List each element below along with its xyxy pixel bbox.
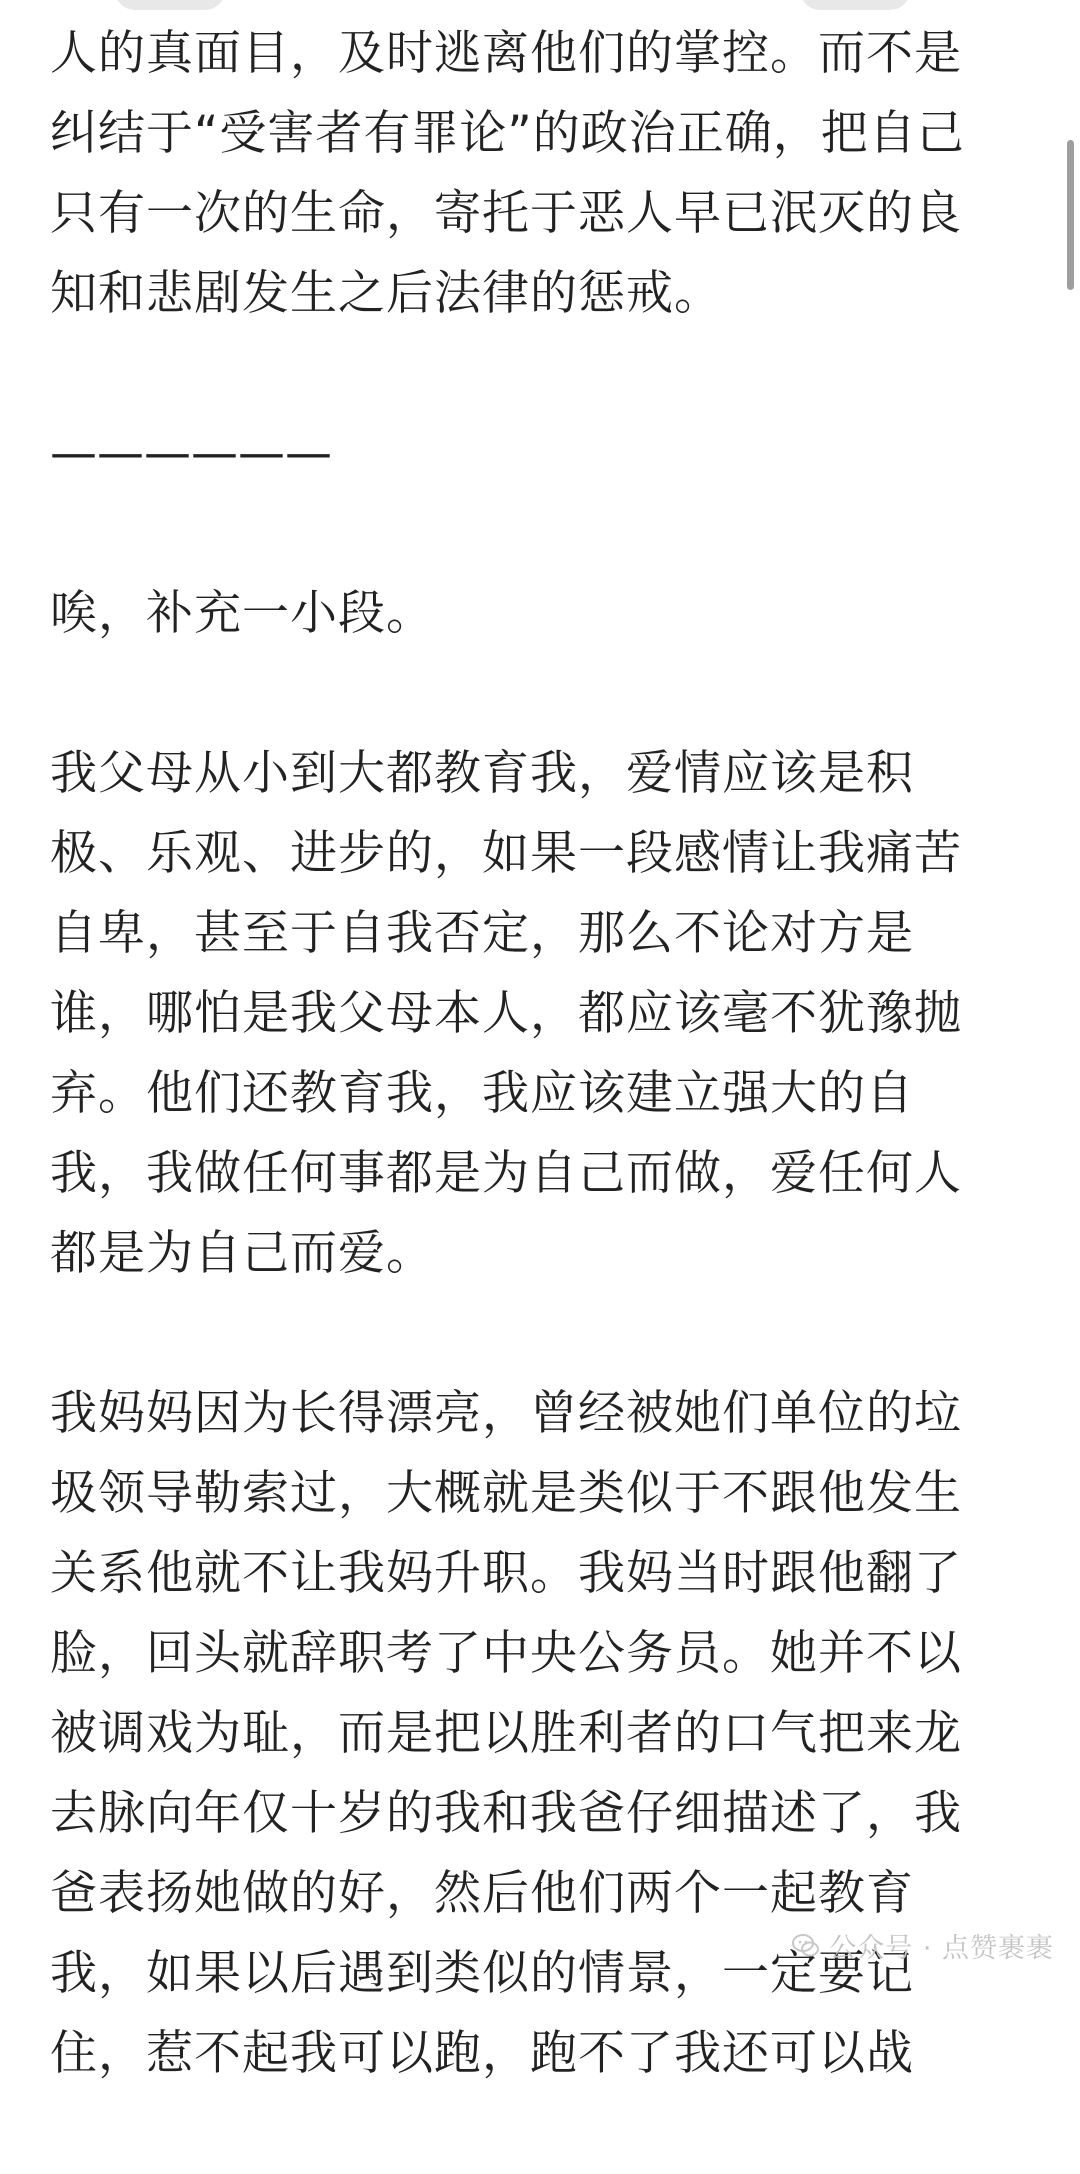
text-line: 我妈妈因为长得漂亮，曾经被她们单位的垃	[50, 1386, 962, 1441]
text-line: 谁，哪怕是我父母本人，都应该毫不犹豫抛	[50, 986, 962, 1041]
text-line: 纠结于“受害者有罪论”的政治正确，把自己	[50, 106, 965, 161]
wechat-icon	[791, 1931, 821, 1961]
article-body	[50, 14, 1025, 2174]
text-line: 唉，补充一小段。	[50, 586, 434, 641]
text-line: 被调戏为耻，而是把以胜利者的口气把来龙	[50, 1706, 962, 1761]
top-partial-bubble-right	[800, 0, 910, 10]
text-line: 关系他就不让我妈升职。我妈当时跟他翻了	[50, 1546, 962, 1601]
text-line: 住，惹不起我可以跑，跑不了我还可以战	[50, 2026, 914, 2081]
text-line: 知和悲剧发生之后法律的惩戒。	[50, 266, 722, 321]
text-line: 爸表扬她做的好，然后他们两个一起教育	[50, 1866, 914, 1921]
text-line: 弃。他们还教育我，我应该建立强大的自	[50, 1066, 914, 1121]
text-line: 都是为自己而爱。	[50, 1226, 434, 1281]
text-line: 圾领导勒索过，大概就是类似于不跟他发生	[50, 1466, 962, 1521]
paragraph-4	[50, 1374, 1025, 2094]
text-line: 极、乐观、进步的，如果一段感情让我痛苦	[50, 826, 962, 881]
text-line: 去脉向年仅十岁的我和我爸仔细描述了，我	[50, 1786, 962, 1841]
top-partial-bubble-left	[115, 0, 225, 10]
text-line: 我，如果以后遇到类似的情景，一定要记	[50, 1946, 914, 2001]
text-line: 我，我做任何事都是为自己而做，爱任何人	[50, 1146, 962, 1201]
text-line: 自卑，甚至于自我否定，那么不论对方是	[50, 906, 914, 961]
paragraph-2	[50, 574, 1025, 654]
text-line: 我父母从小到大都教育我，爱情应该是积	[50, 746, 914, 801]
watermark-text: 公众号 · 点赞裹裹	[829, 1933, 1054, 1964]
paragraph-1	[50, 14, 1025, 334]
scrollbar-thumb[interactable]	[1067, 140, 1074, 290]
text-line: 只有一次的生命，寄托于恶人早已泯灭的良	[50, 186, 962, 241]
paragraph-3	[50, 734, 1025, 1294]
text-line: 人的真面目，及时逃离他们的掌控。而不是	[50, 26, 962, 81]
watermark	[791, 1926, 1054, 1965]
section-divider: ——————	[50, 426, 332, 481]
text-line: 脸，回头就辞职考了中央公务员。她并不以	[50, 1626, 962, 1681]
